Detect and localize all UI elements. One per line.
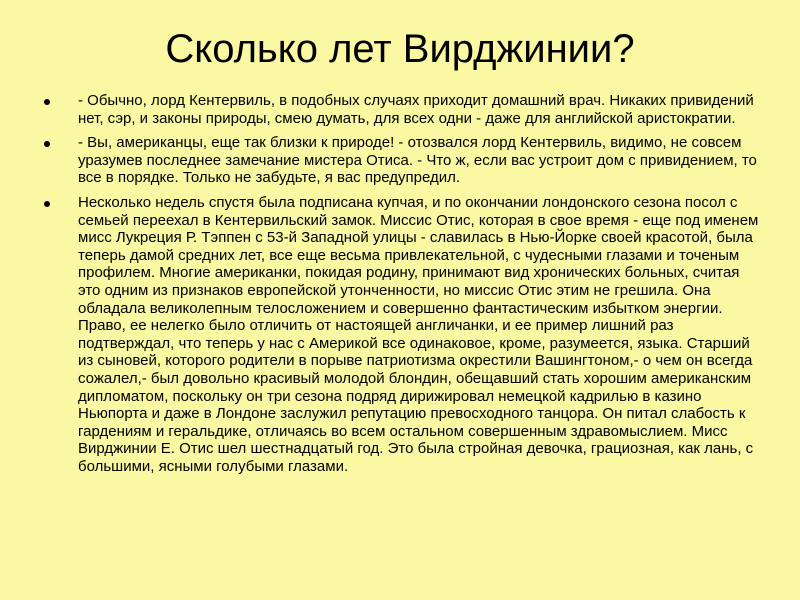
- bullet-item: [44, 92, 764, 127]
- bullet-item: [44, 134, 764, 187]
- bullet-marker: [44, 99, 50, 105]
- bullet-text: Несколько недель спустя была подписана купчая, и по окончании лондонского сезона посол с семьей переехал в Кентервильский замок. Миссис Отис, которая в свое время - еще под именем мисс Лукреция Р. Тэппен с 53-й Западной улицы - славилась в Нью-Йорке своей красотой, была теперь дамой средних лет, все еще весьма привлекательной, с чудесными глазами и точеным профилем. Многие американки, покидая родину, принимают вид хронических больных, считая это одним из признаков европейской утонченности, но миссис Отис этим не грешила. Она обладала великолепным телосложением и совершенно фантастическим избытком энергии. Право, ее нелегко было отличить от настоящей англичанки, и ее пример лишний раз подтверждал, что теперь у нас с Америкой все одинаковое, кроме, разумеется, языка. Старший из сыновей, которого родители в порыве патриотизма окрестили Вашингтоном,- о чем он всегда сожалел,- был довольно красивый молодой блондин, обещавший стать хорошим американским дипломатом, поскольку он три сезона подряд дирижировал немецкой кадрилью в казино Ньюпорта и даже в Лондоне заслужил репутацию превосходного танцора. Он питал слабость к гардениям и геральдике, отличаясь во всем остальном совершенным здравомыслием. Мисс Вирджинии Е. Отис шел шестнадцатый год. Это была стройная девочка, грациозная, как лань, с большими, ясными голубыми глазами.: [78, 193, 759, 475]
- slide-title: Сколько лет Вирджинии?: [165, 27, 635, 71]
- bullet-list: [44, 92, 764, 482]
- bullet-item: [44, 194, 764, 476]
- bullet-text: - Вы, американцы, еще так близки к природе! - отозвался лорд Кентервиль, видимо, не совсем уразумев последнее замечание мистера Отиса. - Что ж, если вас устроит дом с привидением, то все в порядке. Только не забудьте, я вас предупредил.: [78, 134, 757, 187]
- bullet-marker: [44, 141, 50, 147]
- bullet-marker: [44, 201, 50, 207]
- bullet-text: - Обычно, лорд Кентервиль, в подобных случаях приходит домашний врач. Никаких привидений нет, сэр, и законы природы, смею думать, для всех одни - даже для английской аристократии.: [78, 92, 754, 127]
